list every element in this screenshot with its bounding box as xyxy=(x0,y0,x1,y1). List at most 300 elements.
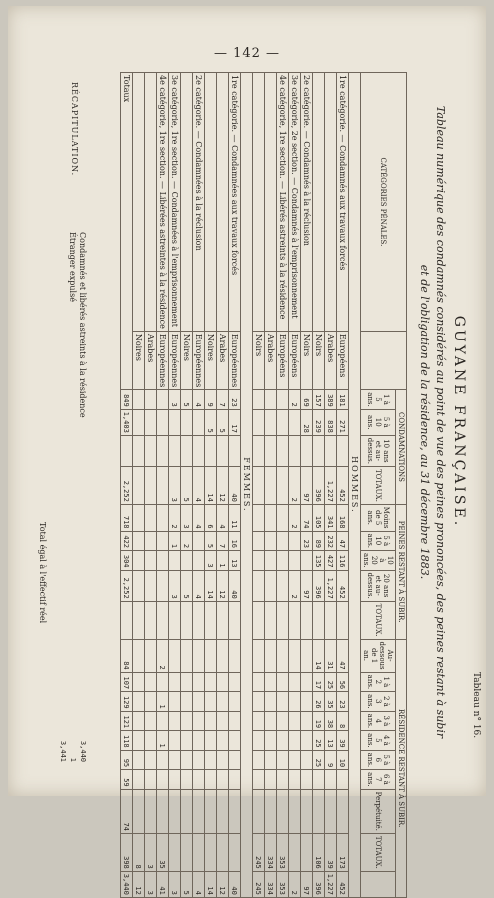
table-cell: 1 xyxy=(157,692,169,712)
table-cell xyxy=(265,789,277,833)
table-cell xyxy=(289,531,301,551)
table-cell xyxy=(253,435,265,466)
total-cell: 59 xyxy=(121,770,133,790)
residence-col-header: 1 à 2 ans. xyxy=(361,672,396,692)
statistics-table xyxy=(120,72,407,898)
table-cell xyxy=(169,409,181,435)
table-cell xyxy=(229,789,241,833)
table-cell: 106 xyxy=(313,833,325,871)
cond-col-header: 10 ans et au-dessus. xyxy=(361,435,396,466)
peines-col-header: TOTAUX. xyxy=(361,601,396,639)
table-cell xyxy=(145,692,157,712)
cond-col-header: 5 à 10 ans. xyxy=(361,409,396,435)
table-cell xyxy=(169,750,181,770)
residence-col-header: 4 à 5 ans. xyxy=(361,731,396,751)
table-cell xyxy=(217,711,229,731)
table-cell xyxy=(301,639,313,672)
table-cell: 334 xyxy=(265,833,277,871)
table-cell xyxy=(301,551,313,571)
table-cell: 396 xyxy=(313,570,325,601)
table-cell xyxy=(277,639,289,672)
table-cell xyxy=(157,435,169,466)
table-cell xyxy=(265,409,277,435)
row-subgroup: Noires xyxy=(205,331,217,389)
table-cell xyxy=(181,435,193,466)
table-cell xyxy=(133,789,145,833)
table-cell xyxy=(145,504,157,531)
row-category xyxy=(205,73,217,332)
table-row xyxy=(265,73,277,898)
table-cell: 13 xyxy=(229,551,241,571)
table-cell xyxy=(145,570,157,601)
table-cell xyxy=(145,551,157,571)
table-cell xyxy=(205,601,217,639)
table-cell xyxy=(301,711,313,731)
table-cell xyxy=(301,692,313,712)
total-cell: 118 xyxy=(121,731,133,751)
table-cell xyxy=(157,601,169,639)
table-cell xyxy=(181,639,193,672)
table-cell xyxy=(265,390,277,410)
table-cell xyxy=(301,750,313,770)
table-cell xyxy=(193,731,205,751)
table-cell: 35 xyxy=(157,833,169,871)
residence-col-header: TOTAUX. xyxy=(361,833,396,871)
table-cell xyxy=(277,504,289,531)
total-cell: 718 xyxy=(121,504,133,531)
peines-col-header: Moins de 5 ans. xyxy=(361,504,396,531)
table-cell xyxy=(217,435,229,466)
table-cell xyxy=(169,711,181,731)
table-cell xyxy=(277,570,289,601)
row-subgroup: Noires xyxy=(133,331,145,389)
table-cell xyxy=(181,692,193,712)
table-cell: 452 xyxy=(337,871,349,897)
row-subgroup: Européens xyxy=(289,331,301,389)
total-cell: 398 xyxy=(121,833,133,871)
table-cell: 39 xyxy=(337,731,349,751)
table-cell xyxy=(157,504,169,531)
row-subgroup: Européennes xyxy=(169,331,181,389)
document-title: GUYANE FRANÇAISE. xyxy=(451,315,467,529)
table-cell: 3 xyxy=(145,833,157,871)
table-cell xyxy=(229,601,241,639)
table-cell xyxy=(313,601,325,639)
table-cell xyxy=(325,770,337,790)
table-cell: 4 xyxy=(217,504,229,531)
table-cell xyxy=(265,551,277,571)
table-cell: 3 xyxy=(169,466,181,504)
total-cell: 121 xyxy=(121,711,133,731)
table-cell: 2 xyxy=(181,531,193,551)
header-subgroup xyxy=(361,331,407,389)
table-cell xyxy=(205,692,217,712)
table-cell xyxy=(301,770,313,790)
table-cell xyxy=(277,409,289,435)
table-cell xyxy=(253,639,265,672)
cond-col-header: 1 à 5 ans. xyxy=(361,390,396,410)
total-cell: 304 xyxy=(121,551,133,571)
table-cell xyxy=(133,531,145,551)
table-cell: 116 xyxy=(337,551,349,571)
table-cell xyxy=(301,601,313,639)
recap-value-1: 3,440 xyxy=(79,740,87,762)
table-cell xyxy=(229,711,241,731)
page-number: — 142 — xyxy=(213,46,281,61)
table-cell: 69 xyxy=(301,390,313,410)
table-cell xyxy=(157,409,169,435)
table-cell: 7 xyxy=(217,531,229,551)
table-cell: 35 xyxy=(325,692,337,712)
recap-total-label: Total égal à l'effectif réel xyxy=(38,522,47,624)
table-cell xyxy=(157,750,169,770)
table-cell xyxy=(313,435,325,466)
table-cell: 25 xyxy=(313,731,325,751)
table-cell xyxy=(205,435,217,466)
table-cell: 4 xyxy=(193,390,205,410)
table-cell xyxy=(145,731,157,751)
table-cell: 157 xyxy=(313,390,325,410)
table-cell xyxy=(193,672,205,692)
table-cell: 5 xyxy=(181,570,193,601)
table-cell xyxy=(253,672,265,692)
table-cell xyxy=(229,750,241,770)
row-category: 1re catégorie. — Condamnées aux travaux forcés xyxy=(229,73,241,332)
table-cell xyxy=(193,750,205,770)
peines-col-header: 20 ans et au-dessus. xyxy=(361,570,396,601)
row-subgroup: Noirs xyxy=(313,331,325,389)
table-cell: 2 xyxy=(289,504,301,531)
table-cell: 11 xyxy=(229,504,241,531)
table-cell xyxy=(289,750,301,770)
table-cell xyxy=(289,409,301,435)
table-cell: 353 xyxy=(277,833,289,871)
table-cell xyxy=(229,731,241,751)
table-cell xyxy=(265,711,277,731)
table-cell: 105 xyxy=(313,504,325,531)
table-cell xyxy=(145,531,157,551)
table-cell xyxy=(193,435,205,466)
table-cell: 3 xyxy=(145,871,157,897)
table-cell: 26 xyxy=(313,692,325,712)
table-cell: 40 xyxy=(229,871,241,897)
table-cell xyxy=(181,551,193,571)
table-cell: 19 xyxy=(313,711,325,731)
table-cell: 239 xyxy=(313,409,325,435)
table-cell xyxy=(277,789,289,833)
table-cell xyxy=(133,601,145,639)
totals-row xyxy=(121,73,133,898)
row-category xyxy=(217,73,229,332)
table-cell xyxy=(277,435,289,466)
table-cell: 2 xyxy=(289,570,301,601)
table-cell: 3 xyxy=(169,570,181,601)
table-cell: 16 xyxy=(229,531,241,551)
table-cell xyxy=(337,770,349,790)
table-cell: 452 xyxy=(337,466,349,504)
table-cell: 23 xyxy=(337,692,349,712)
table-cell xyxy=(169,731,181,751)
table-cell xyxy=(217,750,229,770)
table-cell: 23 xyxy=(229,390,241,410)
table-cell: 97 xyxy=(301,466,313,504)
table-cell xyxy=(133,639,145,672)
table-cell: 47 xyxy=(337,639,349,672)
table-cell: 245 xyxy=(253,833,265,871)
total-cell xyxy=(121,435,133,466)
table-cell xyxy=(157,531,169,551)
table-row xyxy=(229,73,241,898)
table-cell xyxy=(145,466,157,504)
table-cell xyxy=(325,435,337,466)
table-cell xyxy=(169,833,181,871)
table-cell xyxy=(133,551,145,571)
table-cell xyxy=(265,570,277,601)
row-subgroup: Arabes xyxy=(325,331,337,389)
table-cell: 353 xyxy=(277,871,289,897)
table-cell: 12 xyxy=(217,871,229,897)
table-cell: 2 xyxy=(289,871,301,897)
table-cell: 1 xyxy=(217,551,229,571)
table-cell xyxy=(217,731,229,751)
table-cell xyxy=(157,770,169,790)
row-category xyxy=(181,73,193,332)
table-cell xyxy=(145,789,157,833)
table-cell xyxy=(301,789,313,833)
table-cell xyxy=(193,711,205,731)
table-cell xyxy=(205,639,217,672)
table-cell xyxy=(145,601,157,639)
table-cell xyxy=(289,833,301,871)
table-cell xyxy=(193,551,205,571)
header-peines-restant: PEINES RESTANT À SUBIR. xyxy=(396,504,407,639)
table-cell xyxy=(181,833,193,871)
table-cell xyxy=(145,711,157,731)
table-cell xyxy=(193,789,205,833)
table-cell: 8 xyxy=(133,833,145,871)
table-cell: 1,227 xyxy=(325,570,337,601)
table-cell xyxy=(181,770,193,790)
table-cell xyxy=(277,711,289,731)
table-cell xyxy=(229,692,241,712)
table-cell xyxy=(229,672,241,692)
table-cell: 5 xyxy=(205,531,217,551)
table-row xyxy=(289,73,301,898)
cond-col-header: TOTAUX. xyxy=(361,466,396,504)
row-category xyxy=(145,73,157,332)
row-subgroup: Arabes xyxy=(145,331,157,389)
table-cell: 396 xyxy=(313,871,325,897)
table-cell xyxy=(301,435,313,466)
table-cell: 341 xyxy=(325,504,337,531)
table-cell xyxy=(277,466,289,504)
table-cell: 1,227 xyxy=(325,871,337,897)
table-cell xyxy=(229,833,241,871)
table-cell: 89 xyxy=(313,531,325,551)
table-cell: 181 xyxy=(337,390,349,410)
table-cell xyxy=(217,672,229,692)
table-cell: 5 xyxy=(181,390,193,410)
table-row xyxy=(181,73,193,898)
residence-col-header: 3 à 4 ans. xyxy=(361,711,396,731)
row-category: 2e catégorie. — Condamnés à la réclusion xyxy=(301,73,313,332)
table-cell xyxy=(169,770,181,790)
table-cell xyxy=(145,672,157,692)
table-cell xyxy=(277,750,289,770)
table-cell xyxy=(217,601,229,639)
table-cell: 2 xyxy=(289,466,301,504)
table-cell: 4 xyxy=(193,871,205,897)
table-cell xyxy=(157,672,169,692)
table-cell xyxy=(253,731,265,751)
recap-line-1: Condamnés et libérés astreints à la résidence xyxy=(78,232,87,418)
residence-col-header: 5 à 6 ans. xyxy=(361,750,396,770)
table-cell: 173 xyxy=(337,833,349,871)
table-cell: 4 xyxy=(193,504,205,531)
table-cell: 3 xyxy=(205,551,217,571)
table-cell: 7 xyxy=(217,390,229,410)
recap-value-2: 1 xyxy=(69,757,77,762)
table-cell: 25 xyxy=(325,672,337,692)
table-cell xyxy=(133,570,145,601)
row-category xyxy=(325,73,337,332)
recap-total: 3,441 xyxy=(59,740,67,762)
total-cell: 422 xyxy=(121,531,133,551)
table-cell: 4 xyxy=(193,570,205,601)
table-cell xyxy=(193,531,205,551)
table-cell xyxy=(289,770,301,790)
table-row xyxy=(205,73,217,898)
table-cell xyxy=(157,789,169,833)
table-cell: 2 xyxy=(157,639,169,672)
table-cell: 135 xyxy=(313,551,325,571)
table-cell xyxy=(277,531,289,551)
table-cell xyxy=(169,551,181,571)
table-cell xyxy=(169,435,181,466)
row-subgroup: Européennes xyxy=(193,331,205,389)
table-cell: 12 xyxy=(217,466,229,504)
header-residence: RÉSIDENCE RESTANT À SUBIR. xyxy=(396,639,407,897)
residence-col-header xyxy=(361,871,396,897)
table-cell xyxy=(181,750,193,770)
table-cell xyxy=(157,466,169,504)
table-cell: 3 xyxy=(181,504,193,531)
table-cell xyxy=(133,770,145,790)
table-cell xyxy=(253,770,265,790)
table-cell xyxy=(193,770,205,790)
table-cell: 396 xyxy=(313,466,325,504)
total-cell: 95 xyxy=(121,750,133,770)
row-category: 4e catégorie, 1re section. — Libérés astreints à la résidence xyxy=(277,73,289,332)
table-cell xyxy=(133,731,145,751)
table-cell xyxy=(289,692,301,712)
table-row xyxy=(277,73,289,898)
table-cell xyxy=(133,435,145,466)
table-cell xyxy=(133,692,145,712)
table-cell xyxy=(253,570,265,601)
table-cell: 389 xyxy=(325,390,337,410)
total-cell: 2,252 xyxy=(121,466,133,504)
table-cell xyxy=(205,731,217,751)
table-cell xyxy=(253,409,265,435)
table-cell: 41 xyxy=(157,871,169,897)
table-cell: 31 xyxy=(325,639,337,672)
table-cell xyxy=(169,639,181,672)
table-cell xyxy=(289,601,301,639)
peines-col-header: 10 à 20 ans. xyxy=(361,551,396,571)
table-cell: 5 xyxy=(181,871,193,897)
row-subgroup: Européens xyxy=(337,331,349,389)
section-men: HOMMES. xyxy=(349,73,361,898)
table-cell xyxy=(265,601,277,639)
table-number: Tableau n° 16. xyxy=(471,672,481,739)
table-row xyxy=(145,73,157,898)
table-cell: 17 xyxy=(313,672,325,692)
table-cell xyxy=(265,672,277,692)
table-cell xyxy=(253,692,265,712)
table-cell: 838 xyxy=(325,409,337,435)
table-cell xyxy=(133,504,145,531)
table-cell xyxy=(265,731,277,751)
table-cell xyxy=(145,750,157,770)
table-cell: 97 xyxy=(301,871,313,897)
table-cell xyxy=(301,672,313,692)
table-cell: 74 xyxy=(301,504,313,531)
table-cell: 14 xyxy=(205,570,217,601)
row-category: 3e catégorie, 2e section. — Condamnés à l'emprisonnement xyxy=(289,73,301,332)
table-cell xyxy=(145,390,157,410)
table-cell xyxy=(133,672,145,692)
residence-col-header: 2 à 3 ans. xyxy=(361,692,396,712)
table-row xyxy=(217,73,229,898)
table-cell xyxy=(181,731,193,751)
table-cell xyxy=(133,466,145,504)
table-row xyxy=(169,73,181,898)
table-cell: 13 xyxy=(325,731,337,751)
table-cell xyxy=(193,833,205,871)
table-row xyxy=(193,73,205,898)
table-cell: 1 xyxy=(157,731,169,751)
table-cell xyxy=(217,833,229,871)
total-cell: 74 xyxy=(121,789,133,833)
header-categories: CATÉGORIES PÉNALES. xyxy=(361,73,407,332)
section-women: FEMMES. xyxy=(241,73,253,898)
table-cell xyxy=(157,551,169,571)
residence-col-header: Au-dessous de 1 an. xyxy=(361,639,396,672)
table-cell xyxy=(253,504,265,531)
table-cell: 47 xyxy=(337,531,349,551)
table-row xyxy=(253,73,265,898)
table-cell xyxy=(181,672,193,692)
table-cell xyxy=(205,789,217,833)
table-cell xyxy=(253,466,265,504)
row-category xyxy=(253,73,265,332)
table-cell xyxy=(277,551,289,571)
totals-label: Totaux xyxy=(121,73,133,390)
table-cell xyxy=(205,672,217,692)
table-cell xyxy=(205,770,217,790)
table-cell xyxy=(181,789,193,833)
row-subgroup: Européennes xyxy=(157,331,169,389)
table-cell: 40 xyxy=(229,570,241,601)
total-cell: 1,403 xyxy=(121,409,133,435)
table-cell xyxy=(277,672,289,692)
table-cell: 39 xyxy=(325,833,337,871)
table-cell xyxy=(205,750,217,770)
table-cell xyxy=(289,551,301,571)
table-cell: 2 xyxy=(289,390,301,410)
subtitle-line-1: Tableau numérique des condamnés considérés au point de vue des peines prononcées, des peines restant à subir xyxy=(434,105,447,739)
